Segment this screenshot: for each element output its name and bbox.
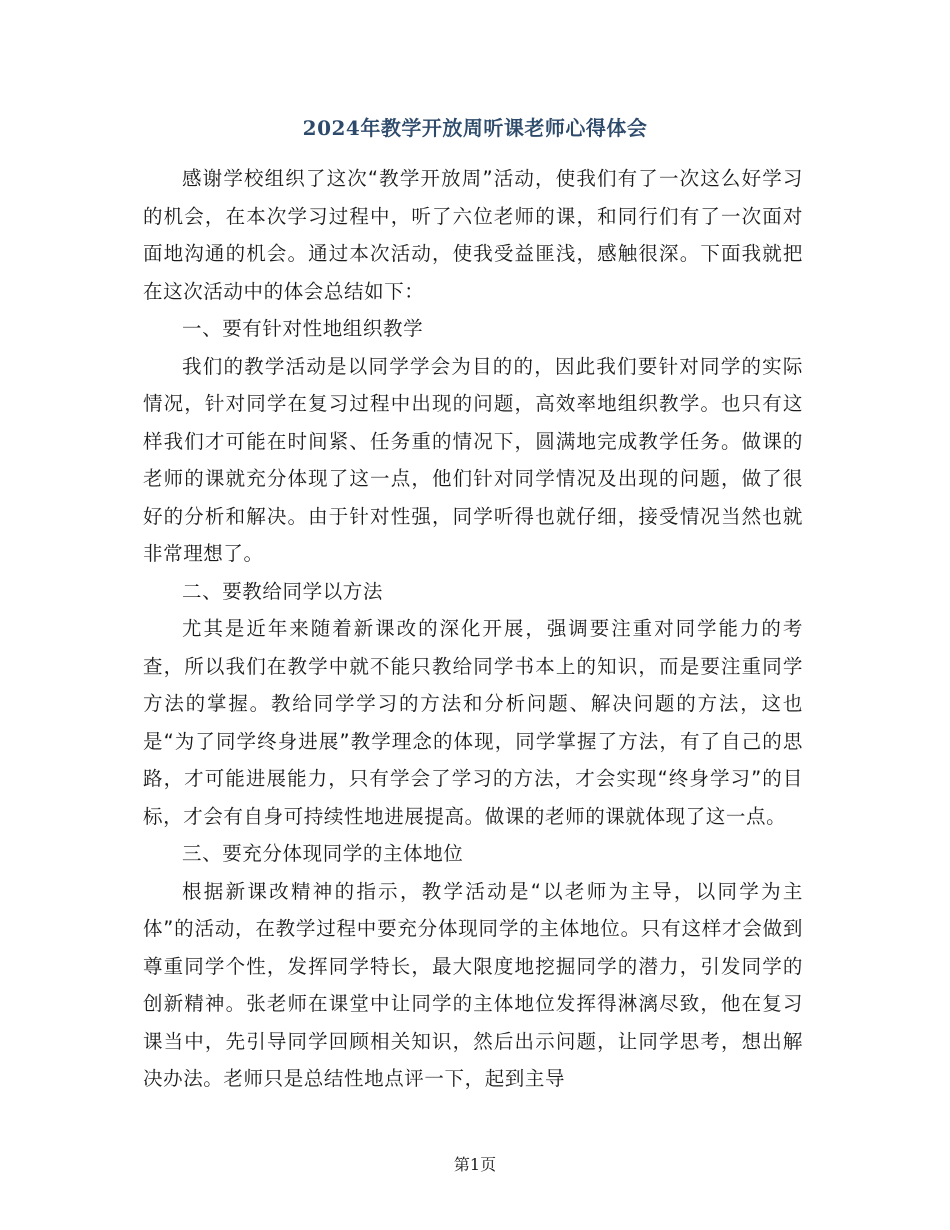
paragraph-intro: 感谢学校组织了这次“教学开放周”活动，使我们有了一次这么好学习的机会，在本次学习过程中，听了六位老师的课，和同行们有了一次面对面地沟通的机会。通过本次活动，使我受益匪浅，感触很深。下面我就把在这次活动中的体会总结如下： — [143, 167, 803, 303]
page-number: 第1页 — [453, 1155, 497, 1174]
section-heading-2: 二、要教给同学以方法 — [182, 579, 384, 603]
section-heading-1: 一、要有针对性地组织教学 — [182, 317, 424, 340]
paragraph-section-3: 根据新课改精神的指示，教学活动是“以老师为主导，以同学为主体”的活动，在教学过程中要充分体现同学的主体地位。只有这样才会做到尊重同学个性，发挥同学特长，最大限度地挖掘同学的潜力，引发同学的创新精神。张老师在课堂中让同学的主体地位发挥得淋漓尽致，他在复习课当中，先引导同学回顾相关知识，然后出示问题，让同学思考，想出解决办法。老师只是总结性地点评一下，起到主导 — [143, 879, 803, 1090]
paragraph-section-2: 尤其是近年来随着新课改的深化开展，强调要注重对同学能力的考查，所以我们在教学中就不能只教给同学书本上的知识，而是要注重同学方法的掌握。教给同学学习的方法和分析问题、解决问题的方法，这也是“为了同学终身进展”教学理念的体现，同学掌握了方法，有了自己的思路，才可能进展能力，只有学会了学习的方法，才会实现“终身学习”的目标，才会有自身可持续性地进展提高。做课的老师的课就体现了这一点。 — [143, 617, 803, 828]
paragraph-section-1: 我们的教学活动是以同学学会为目的的，因此我们要针对同学的实际情况，针对同学在复习过程中出现的问题，高效率地组织教学。也只有这样我们才可能在时间紧、任务重的情况下，圆满地完成教学任务。做课的老师的课就充分体现了这一点，他们针对同学情况及出现的问题，做了很好的分析和解决。由于针对性强，同学听得也就仔细，接受情况当然也就非常理想了。 — [143, 354, 803, 565]
page-title: 2024年教学开放周听课老师心得体会 — [302, 116, 648, 140]
document-body — [143, 160, 803, 1098]
section-heading-3: 三、要充分体现同学的主体地位 — [182, 842, 464, 865]
